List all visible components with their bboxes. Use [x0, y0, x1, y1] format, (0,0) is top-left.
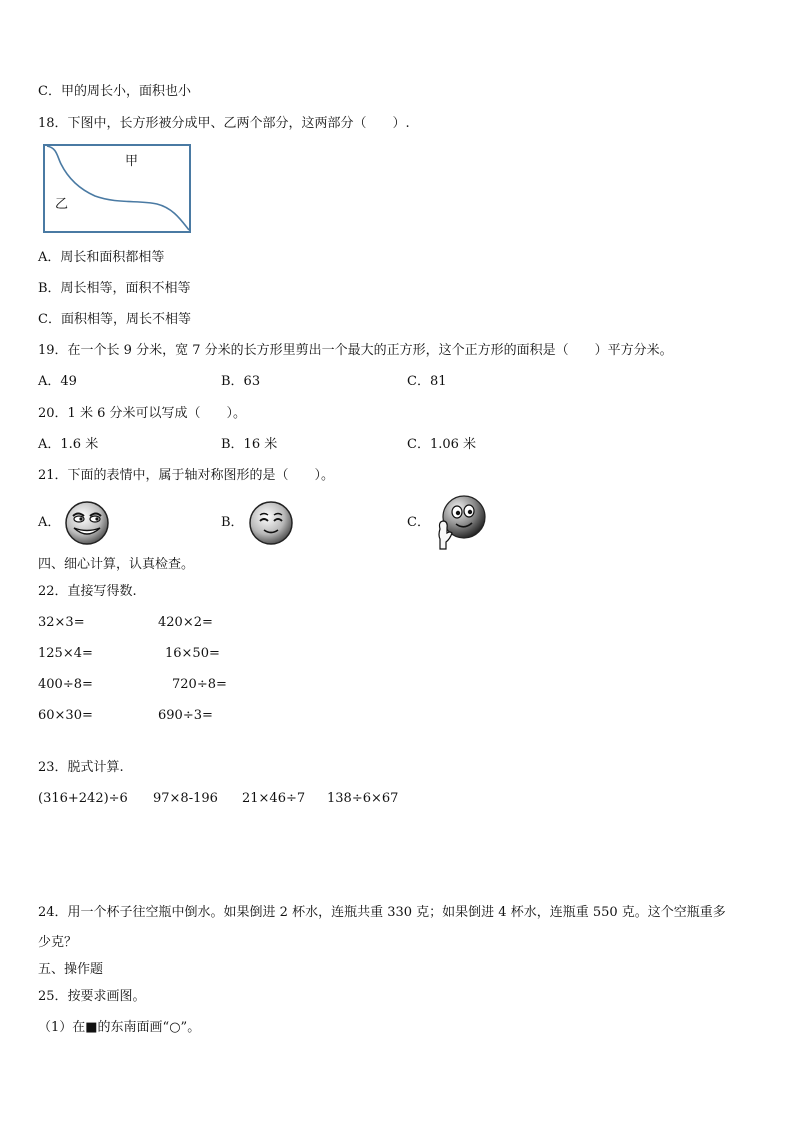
q24-stem-line1: 24．用一个杯子往空瓶中倒水。如果倒进 2 杯水，连瓶共重 330 克；如果倒进 4 杯水，连瓶重 550 克。这个空瓶重多 — [38, 905, 726, 920]
q22-item-4: 16×50= — [165, 646, 220, 661]
q18-option-b: B．周长相等，面积不相等 — [38, 281, 191, 296]
q24-stem-line2: 少克？ — [38, 935, 78, 950]
q22-stem: 22．直接写得数. — [38, 584, 137, 599]
q18-dividing-curve — [47, 146, 189, 230]
q20-option-a: A．1.6 米 — [38, 437, 99, 452]
q22-item-2: 420×2= — [158, 615, 213, 630]
thinking-face-icon — [434, 495, 488, 551]
q19-option-b: B．63 — [221, 374, 261, 389]
q23-item-2: 97×8-196 — [153, 791, 218, 806]
q25-stem: 25．按要求画图。 — [38, 989, 146, 1004]
q23-item-3: 21×46÷7 — [242, 791, 306, 806]
q21-option-a: A． — [38, 515, 61, 530]
q21-option-c: C． — [407, 515, 430, 530]
section5-title: 五、操作题 — [38, 962, 104, 977]
q17-option-c: C．甲的周长小，面积也小 — [38, 84, 191, 99]
q18-rectangle-figure — [43, 144, 193, 234]
q20-stem: 20．1 米 6 分米可以写成（ ）。 — [38, 406, 246, 421]
q22-item-3: 125×4= — [38, 646, 93, 661]
q22-item-5: 400÷8= — [38, 677, 93, 692]
q21-option-b: B． — [221, 515, 244, 530]
q18-option-a: A．周长和面积都相等 — [38, 250, 165, 265]
q23-item-1: (316+242)÷6 — [38, 791, 128, 806]
q22-item-8: 690÷3= — [158, 708, 213, 723]
q19-stem: 19．在一个长 9 分米，宽 7 分米的长方形里剪出一个最大的正方形，这个正方形的面积是（ ）平方分米。 — [38, 343, 673, 358]
q23-stem: 23．脱式计算. — [38, 760, 124, 775]
q23-item-4: 138÷6×67 — [327, 791, 399, 806]
q18-label-jia: 甲 — [125, 154, 139, 169]
q22-item-7: 60×30= — [38, 708, 93, 723]
q19-option-c: C．81 — [407, 374, 447, 389]
q22-item-6: 720÷8= — [172, 677, 227, 692]
q22-item-1: 32×3= — [38, 615, 85, 630]
q20-option-b: B．16 米 — [221, 437, 278, 452]
smiling-face-icon — [248, 500, 294, 546]
q18-rectangle-border — [44, 145, 190, 232]
q18-option-c: C．面积相等，周长不相等 — [38, 312, 191, 327]
q25-sub1: （1）在■的东南面画“○”。 — [38, 1020, 201, 1035]
section4-title: 四、细心计算，认真检查。 — [38, 557, 195, 572]
q20-option-c: C．1.06 米 — [407, 437, 477, 452]
laughing-face-icon — [64, 500, 110, 546]
q18-stem: 18．下图中，长方形被分成甲、乙两个部分，这两部分（ ）. — [38, 116, 410, 131]
q19-option-a: A．49 — [38, 374, 77, 389]
q21-stem: 21．下面的表情中，属于轴对称图形的是（ ）。 — [38, 468, 335, 483]
q18-label-yi: 乙 — [55, 197, 69, 212]
